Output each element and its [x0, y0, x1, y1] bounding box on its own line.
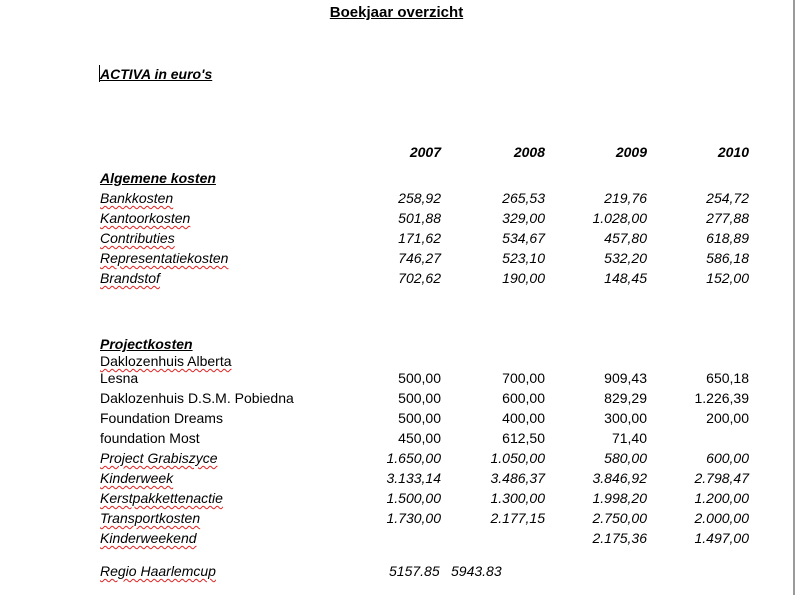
- row-label: Kantoorkosten: [100, 210, 191, 226]
- year-2008: 2008: [513, 144, 545, 160]
- row-label: Kinderweek: [100, 470, 174, 486]
- table-row: Project Grabiszyce 1.650,00 1.050,00 580,00 600,00: [100, 450, 749, 466]
- row-label: Kinderweekend: [100, 530, 197, 546]
- row-label: Bankkosten: [100, 190, 174, 206]
- year-2010: 2010: [717, 144, 749, 160]
- regio-value-2: 5943.83: [451, 563, 502, 579]
- row-label: foundation Most: [100, 430, 200, 446]
- year-2007: 2007: [409, 144, 441, 160]
- document-title: Boekjaar overzicht: [329, 4, 464, 21]
- table-row: Contributies 171,62 534,67 457,80 618,89: [100, 230, 749, 246]
- table-row: Kinderweek 3.133,14 3.486,37 3.846,92 2.798,47: [100, 470, 749, 486]
- table-row: Kantoorkosten 501,88 329,00 1.028,00 277,88: [100, 210, 749, 226]
- table-row: foundation Most 450,00 612,50 71,40: [100, 430, 647, 446]
- row-label-continued: Daklozenhuis Alberta: [100, 353, 232, 369]
- row-label: Project Grabiszyce: [100, 450, 218, 466]
- group-heading-project: Projectkosten: [100, 336, 193, 352]
- row-label: Contributies: [100, 230, 175, 246]
- regio-value-1: 5157.85: [389, 563, 440, 579]
- table-row: Daklozenhuis D.S.M. Pobiedna 500,00 600,00 829,29 1.226,39: [100, 390, 749, 406]
- table-row: Kerstpakkettenactie 1.500,00 1.300,00 1.998,20 1.200,00: [100, 490, 749, 506]
- row-label: Kerstpakkettenactie: [100, 490, 223, 506]
- row-label: Regio Haarlemcup: [100, 563, 216, 579]
- table-row: Lesna 500,00 700,00 909,43 650,18: [100, 370, 749, 386]
- table-row: Bankkosten 258,92 265,53 219,76 254,72: [100, 190, 749, 206]
- group-heading-algemene: Algemene kosten: [100, 170, 216, 186]
- year-header-row: [0, 142, 793, 162]
- table-row-regio: [0, 561, 793, 581]
- row-label: Brandstof: [100, 270, 160, 286]
- row-label: Daklozenhuis D.S.M. Pobiedna: [100, 390, 294, 406]
- table-row: Foundation Dreams 500,00 400,00 300,00 200,00: [100, 410, 749, 426]
- row-label: Transportkosten: [100, 510, 201, 526]
- row-label: Foundation Dreams: [100, 410, 223, 426]
- table-row: Representatiekosten 746,27 523,10 532,20 586,18: [100, 250, 749, 266]
- table-row: Transportkosten 1.730,00 2.177,15 2.750,00 2.000,00: [100, 510, 749, 526]
- table-row: Kinderweekend 2.175,36 1.497,00: [100, 530, 749, 546]
- table-row: Brandstof 702,62 190,00 148,45 152,00: [100, 270, 749, 286]
- row-label: Lesna: [100, 370, 139, 386]
- year-2009: 2009: [615, 144, 647, 160]
- section-heading: ACTIVA in euro's: [100, 66, 213, 82]
- row-label: Representatiekosten: [100, 250, 229, 266]
